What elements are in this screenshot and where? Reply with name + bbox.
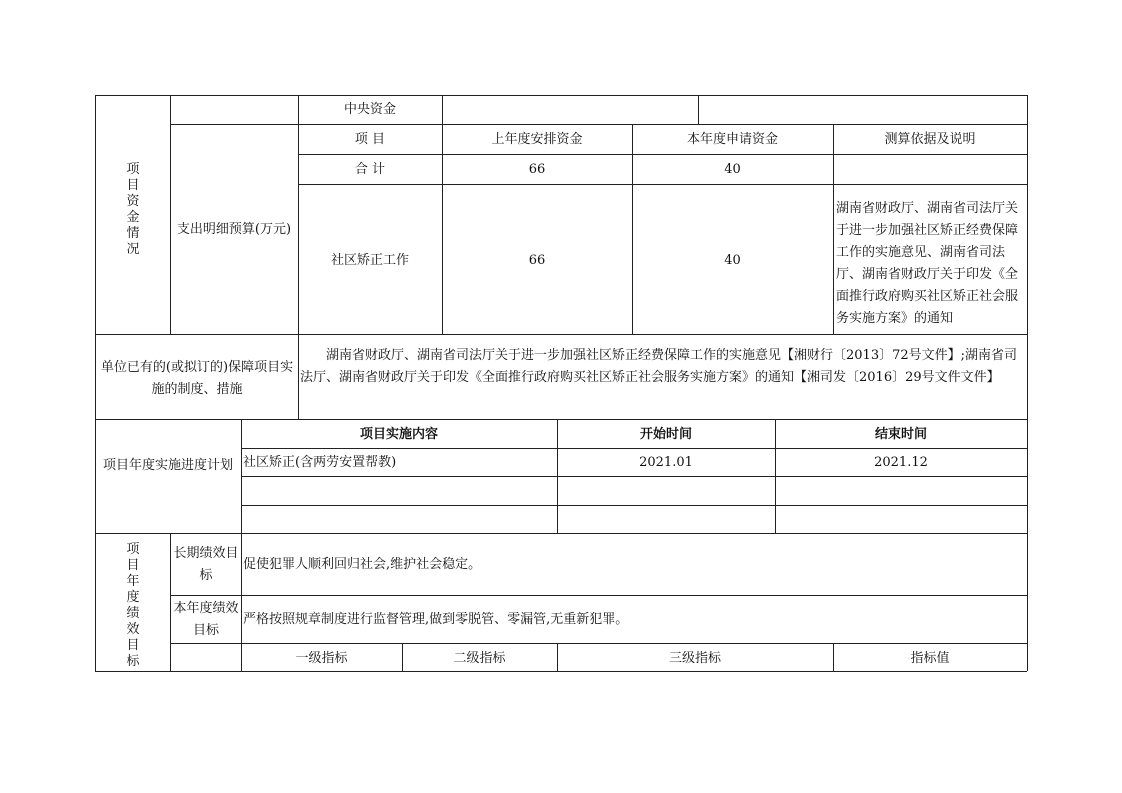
measures-content: 湖南省财政厅、湖南省司法厅关于进一步加强社区矫正经费保障工作的实施意见【湘财行〔2013〕72号文件】;湖南省司法厅、湖南省财政厅关于印发《全面推行政府购买社区矫正社会服务实施方案》的通知【湘司发〔2016〕29号文件文件】 bbox=[300, 348, 1018, 385]
work-prev-value: 66 bbox=[528, 253, 546, 268]
total-curr-value: 40 bbox=[724, 162, 741, 177]
central-funds-label: 中央资金 bbox=[343, 102, 396, 117]
work-basis-text: 湖南省财政厅、湖南省司法厅关于进一步加强社区矫正经费保障工作的实施意见、湖南省司法厅、湖南省财政厅关于印发《全面推行政府购买社区矫正社会服务实施方案》的通知 bbox=[836, 201, 1019, 326]
schedule-header-start: 开始时间 bbox=[639, 427, 692, 442]
detail-budget-label: 支出明细预算(万元) bbox=[176, 222, 292, 237]
performance-section-label: 项目年度绩效目标 bbox=[126, 542, 140, 669]
indicator-level1-header: 一级指标 bbox=[295, 651, 348, 666]
annual-goal-text: 严格按照规章制度进行监督管理,做到零脱管、零漏管,无重新犯罪。 bbox=[243, 612, 629, 627]
work-row-label: 社区矫正工作 bbox=[330, 253, 409, 268]
header-prev-year-funds: 上年度安排资金 bbox=[491, 132, 583, 147]
header-current-year-funds: 本年度申请资金 bbox=[686, 132, 778, 147]
schedule-row-start: 2021.01 bbox=[639, 455, 693, 470]
total-row-label: 合 计 bbox=[354, 162, 386, 177]
indicator-level3-header: 三级指标 bbox=[668, 651, 721, 666]
indicator-value-header: 指标值 bbox=[910, 651, 950, 666]
schedule-row-content: 社区矫正(含两劳安置帮教) bbox=[243, 455, 397, 470]
long-term-goal-label: 长期绩效目标 bbox=[173, 546, 239, 583]
header-basis: 测算依据及说明 bbox=[884, 132, 976, 147]
total-prev-value: 66 bbox=[528, 162, 546, 177]
indicator-level2-header: 二级指标 bbox=[453, 651, 506, 666]
funding-section-label: 项目资金情况 bbox=[126, 162, 140, 257]
schedule-header-end: 结束时间 bbox=[874, 427, 927, 442]
schedule-header-content: 项目实施内容 bbox=[359, 427, 438, 442]
schedule-label: 项目年度实施进度计划 bbox=[102, 458, 233, 473]
header-item: 项 目 bbox=[354, 132, 386, 147]
work-curr-value: 40 bbox=[724, 253, 741, 268]
annual-goal-label: 本年度绩效目标 bbox=[173, 601, 239, 638]
measures-label: 单位已有的(或拟订的)保障项目实施的制度、措施 bbox=[100, 360, 294, 397]
long-term-goal-text: 促使犯罪人顺利回归社会,维护社会稳定。 bbox=[243, 557, 482, 572]
schedule-row-end: 2021.12 bbox=[874, 455, 928, 470]
